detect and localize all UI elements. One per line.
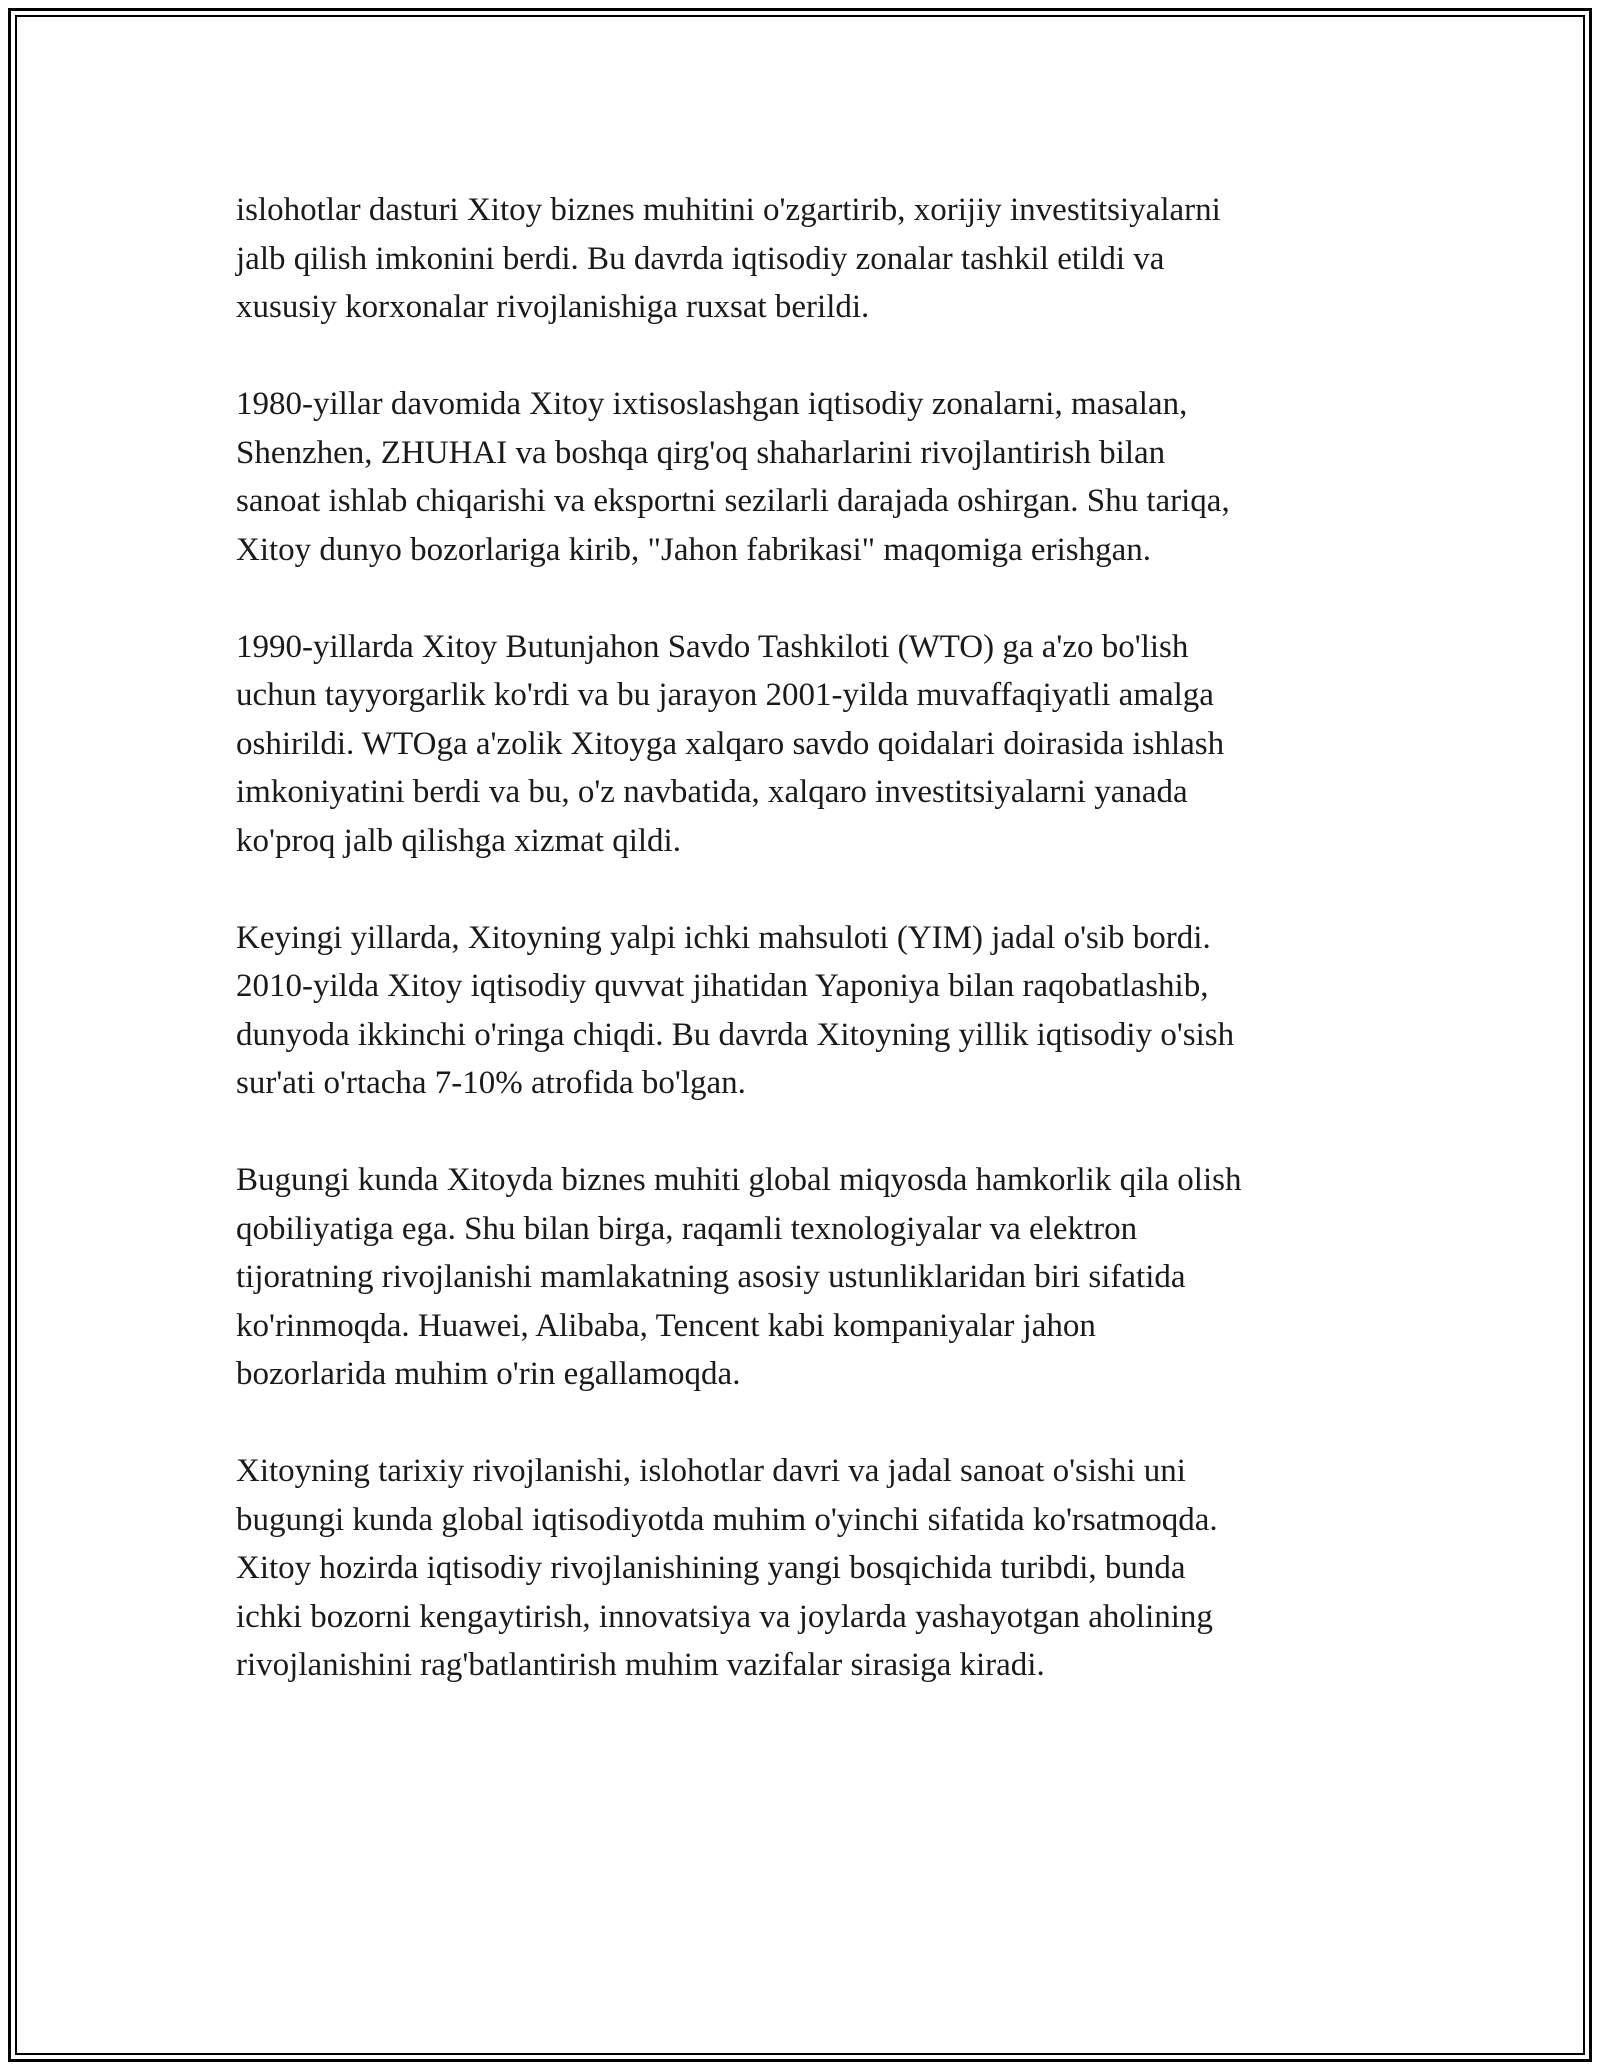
text-line: qobiliyatiga ega. Shu bilan birga, raqamli texnologiyalar va elektron	[236, 1210, 1138, 1247]
text-line: ko'proq jalb qilishga xizmat qildi.	[236, 822, 681, 859]
text-line: ichki bozorni kengaytirish, innovatsiya va joylarda yashayotgan aholining	[236, 1598, 1213, 1635]
text-line: sur'ati o'rtacha 7-10% atrofida bo'lgan.	[236, 1065, 746, 1101]
text-line: bugungi kunda global iqtisodiyotda muhim o'yinchi sifatida ko'rsatmoqda.	[236, 1501, 1218, 1538]
text-line: Xitoyning tarixiy rivojlanishi, islohotlar davri va jadal sanoat o'sishi uni	[236, 1453, 1186, 1489]
text-line: 2010-yilda Xitoy iqtisodiy quvvat jihatidan Yaponiya bilan raqobatlashib,	[236, 968, 1209, 1004]
text-line: Xitoy hozirda iqtisodiy rivojlanishining yangi bosqichida turibdi, bunda	[236, 1550, 1186, 1586]
text-line: imkoniyatini berdi va bu, o'z navbatida, xalqaro investitsiyalarni yanada	[236, 774, 1188, 810]
text-line: Bugungi kunda Xitoyda biznes muhiti global miqyosda hamkorlik qila olish	[236, 1162, 1242, 1198]
text-line: sanoat ishlab chiqarishi va eksportni sezilarli darajada oshirgan. Shu tariqa,	[236, 483, 1230, 519]
text-line: rivojlanishini rag'batlantirish muhim vazifalar sirasiga kiradi.	[236, 1647, 1045, 1683]
text-line: 1990-yillarda Xitoy Butunjahon Savdo Tashkiloti (WTO) ga a'zo bo'lish	[236, 628, 1189, 665]
paragraph-3	[236, 623, 1366, 866]
text-line: uchun tayyorgarlik ko'rdi va bu jarayon 2001-yilda muvaffaqiyatli amalga	[236, 677, 1214, 713]
text-line: oshirildi. WTOga a'zolik Xitoyga xalqaro savdo qoidalari doirasida ishlash	[236, 725, 1225, 762]
text-line: Keyingi yillarda, Xitoyning yalpi ichki mahsuloti (YIM) jadal o'sib bordi.	[236, 919, 1211, 956]
text-line: xususiy korxonalar rivojlanishiga ruxsat berildi.	[236, 289, 870, 325]
paragraph-1	[236, 186, 1366, 332]
text-line: dunyoda ikkinchi o'ringa chiqdi. Bu davrda Xitoyning yillik iqtisodiy o'sish	[236, 1016, 1235, 1053]
paragraph-5	[236, 1156, 1366, 1399]
paragraph-4	[236, 914, 1366, 1108]
paragraph-6	[236, 1447, 1366, 1690]
text-line: ko'rinmoqda. Huawei, Alibaba, Tencent kabi kompaniyalar jahon	[236, 1307, 1096, 1344]
text-line: bozorlarida muhim o'rin egallamoqda.	[236, 1356, 741, 1392]
text-line: tijoratning rivojlanishi mamlakatning asosiy ustunliklaridan biri sifatida	[236, 1259, 1186, 1295]
text-line: jalb qilish imkonini berdi. Bu davrda iqtisodiy zonalar tashkil etildi va	[236, 240, 1165, 277]
text-line: 1980-yillar davomida Xitoy ixtisoslashgan iqtisodiy zonalarni, masalan,	[236, 386, 1188, 422]
paragraph-2	[236, 380, 1366, 574]
text-line: islohotlar dasturi Xitoy biznes muhitini o'zgartirib, xorijiy investitsiyalarni	[236, 192, 1221, 228]
text-line: Shenzhen, ZHUHAI va boshqa qirg'oq shaharlarini rivojlantirish bilan	[236, 434, 1166, 471]
document-body	[236, 186, 1366, 1738]
text-line: Xitoy dunyo bozorlariga kirib, "Jahon fabrikasi" maqomiga erishgan.	[236, 531, 1151, 568]
